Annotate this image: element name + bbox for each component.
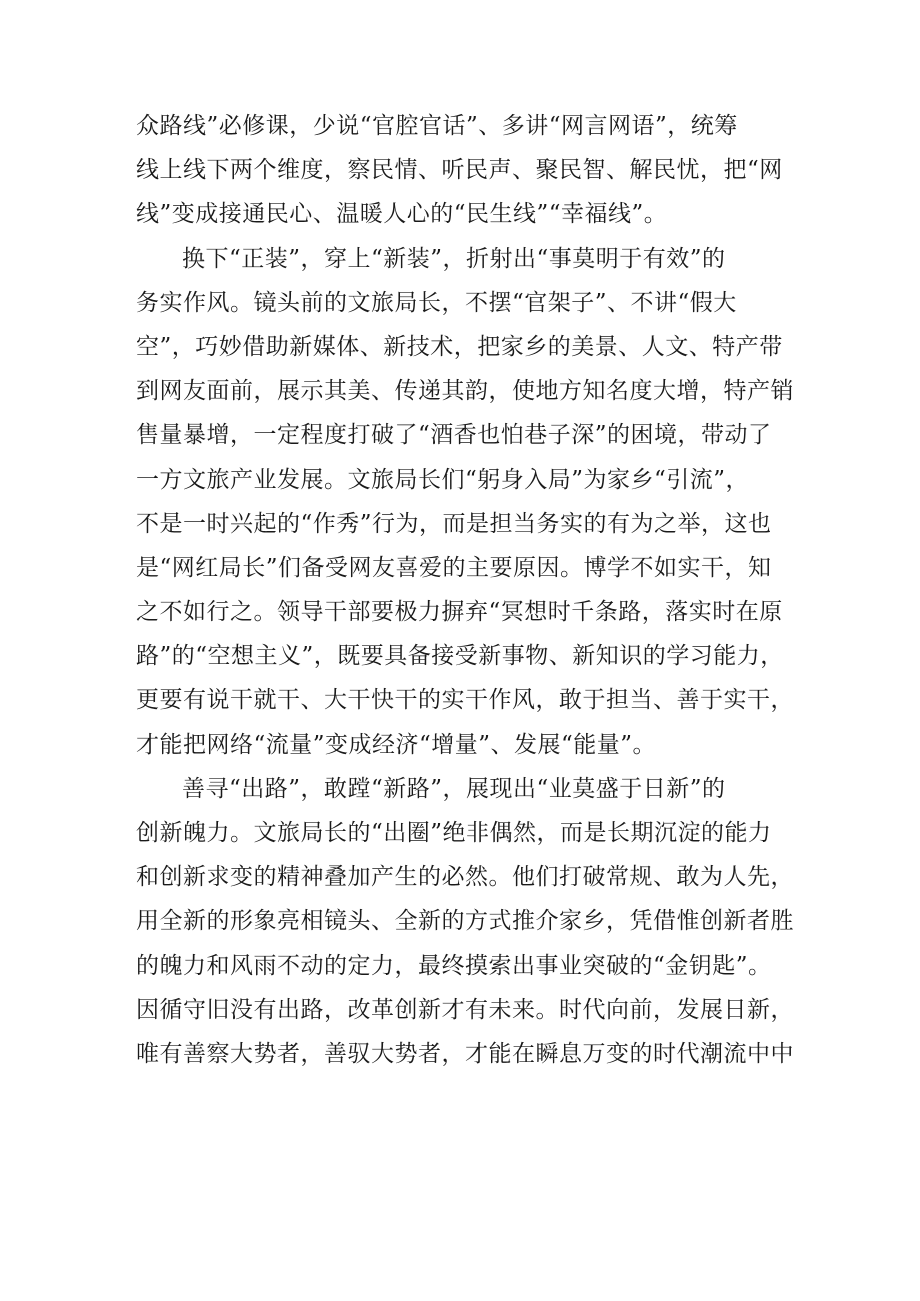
text-line: 之不如行之。领导干部要极力摒弃“冥想时千条路，落实时在原 <box>136 599 783 626</box>
text-line: 线”变成接通民心、温暖人心的“民生线”“幸福线”。 <box>136 201 668 228</box>
text-line: 的魄力和风雨不动的定力，最终摸索出事业突破的“金钥匙”。 <box>136 952 772 979</box>
text-line: 不是一时兴起的“作秀”行为，而是担当务实的有为之举，这也 <box>136 510 772 537</box>
text-line: 和创新求变的精神叠加产生的必然。他们打破常规、敢为人先， <box>136 864 794 891</box>
text-line: 空”，巧妙借助新媒体、新技术，把家乡的美景、人文、特产带 <box>136 333 783 360</box>
text-line: 路”的“空想主义”，既要具备接受新事物、新知识的学习能力， <box>136 643 784 670</box>
text-line: 务实作风。镜头前的文旅局长，不摆“官架子”、不讲“假大 <box>136 289 737 316</box>
text-line: 唯有善察大势者，善驭大势者，才能在瞬息万变的时代潮流中中 <box>136 1040 794 1067</box>
text-line: 是“网红局长”们备受网友喜爱的主要原因。博学不如实干，知 <box>136 554 772 581</box>
document-body <box>136 104 796 1076</box>
paragraph-practical-style <box>136 237 796 767</box>
text-line: 更要有说干就干、大干快干的实干作风，敢于担当、善于实干， <box>136 687 794 714</box>
text-line: 因循守旧没有出路，改革创新才有未来。时代向前，发展日新， <box>136 996 794 1023</box>
text-line: 到网友面前，展示其美、传递其韵，使地方知名度大增，特产销 <box>136 378 794 405</box>
text-line: 众路线”必修课，少说“官腔官话”、多讲“网言网语”，统筹 <box>136 113 738 139</box>
text-line: 善寻“出路”，敢蹚“新路”，展现出“业莫盛于日新”的 <box>182 775 726 802</box>
text-line: 线上线下两个维度，察民情、听民声、聚民智、解民忧，把“网 <box>136 157 783 184</box>
text-line: 才能把网络“流量”变成经济“增量”、发展“能量”。 <box>136 731 657 758</box>
text-line: 售量暴增，一定程度打破了“酒香也怕巷子深”的困境，带动了 <box>136 422 772 449</box>
text-line: 一方文旅产业发展。文旅局长们“躬身入局”为家乡“引流”， <box>136 466 750 493</box>
text-line: 创新魄力。文旅局长的“出圈”绝非偶然，而是长期沉淀的能力 <box>136 820 772 846</box>
paragraph-innovation <box>136 767 796 1076</box>
text-line: 换下“正装”，穿上“新装”，折射出“事莫明于有效”的 <box>182 245 726 272</box>
paragraph-continuation <box>136 104 796 237</box>
text-line: 用全新的形象亮相镜头、全新的方式推介家乡，凭借惟创新者胜 <box>136 908 794 935</box>
